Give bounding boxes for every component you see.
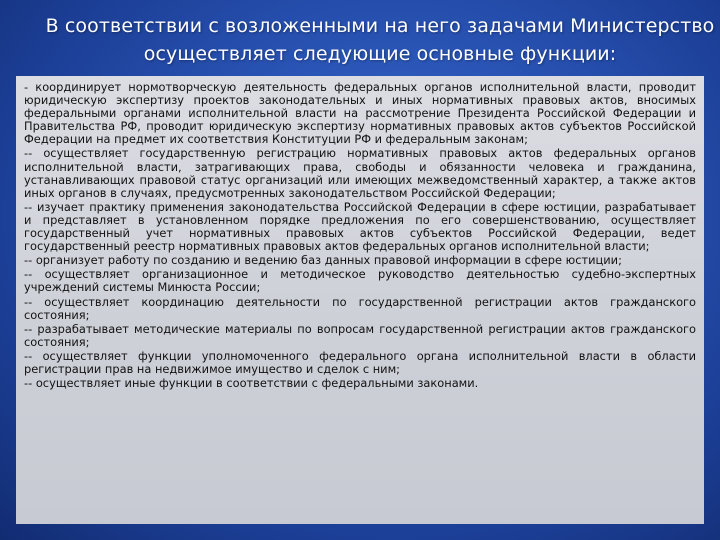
function-item: -- осуществляет государственную регистрацию нормативных правовых актов федеральных органов исполнительной власти, затрагивающих права, свободы и обязанности человека и гражданина, устанавливающих правовой статус организаций или имеющих межведомственный характер, а также актов иных органов в случаях, предусмотренных законодательством Российской Федерации; (24, 146, 696, 200)
function-item: -- осуществляет организационное и методическое руководство деятельностью судебно-экспертных учреждений системы Минюста России; (24, 267, 696, 295)
functions-text-box (16, 76, 704, 524)
function-item: -- осуществляет координацию деятельности по государственной регистрации актов гражданского состояния; (24, 294, 696, 322)
function-item: - координирует нормотворческую деятельность федеральных органов исполнительной власти, проводит юридическую экспертизу проектов законодательных и иных нормативных правовых актов, вносимых федеральными органами исполнительной власти на рассмотрение Президента Российской Федерации и Правительства РФ, проводит юридическую экспертизу нормативных правовых актов субъектов Российской Федерации на предмет их соответствия Конституции РФ и федеральным законам; (24, 80, 696, 147)
slide-title: В соответствии с возложенными на него задачами Министерство осуществляет следующие основные функции: (45, 15, 715, 65)
function-item: -- осуществляет функции уполномоченного федерального органа исполнительной власти в области регистрации прав на недвижимое имущество и сделок с ним; (24, 348, 696, 376)
function-item: -- осуществляет иные функции в соответствии с федеральными законами. (24, 376, 479, 391)
function-item: -- организует работу по созданию и ведению баз данных правовой информации в сфере юстиции; (24, 253, 622, 268)
function-item: -- разрабатывает методические материалы по вопросам государственной регистрации актов гражданского состояния; (24, 321, 696, 349)
function-item: -- изучает практику применения законодательства Российской Федерации в сфере юстиции, разрабатывает и представляет в установленном порядке предложения по его совершенствованию, осуществляет государственный учет нормативных правовых актов субъектов Российской Федерации, ведет государственный реестр нормативных правовых актов федеральных органов исполнительной власти; (24, 199, 696, 254)
